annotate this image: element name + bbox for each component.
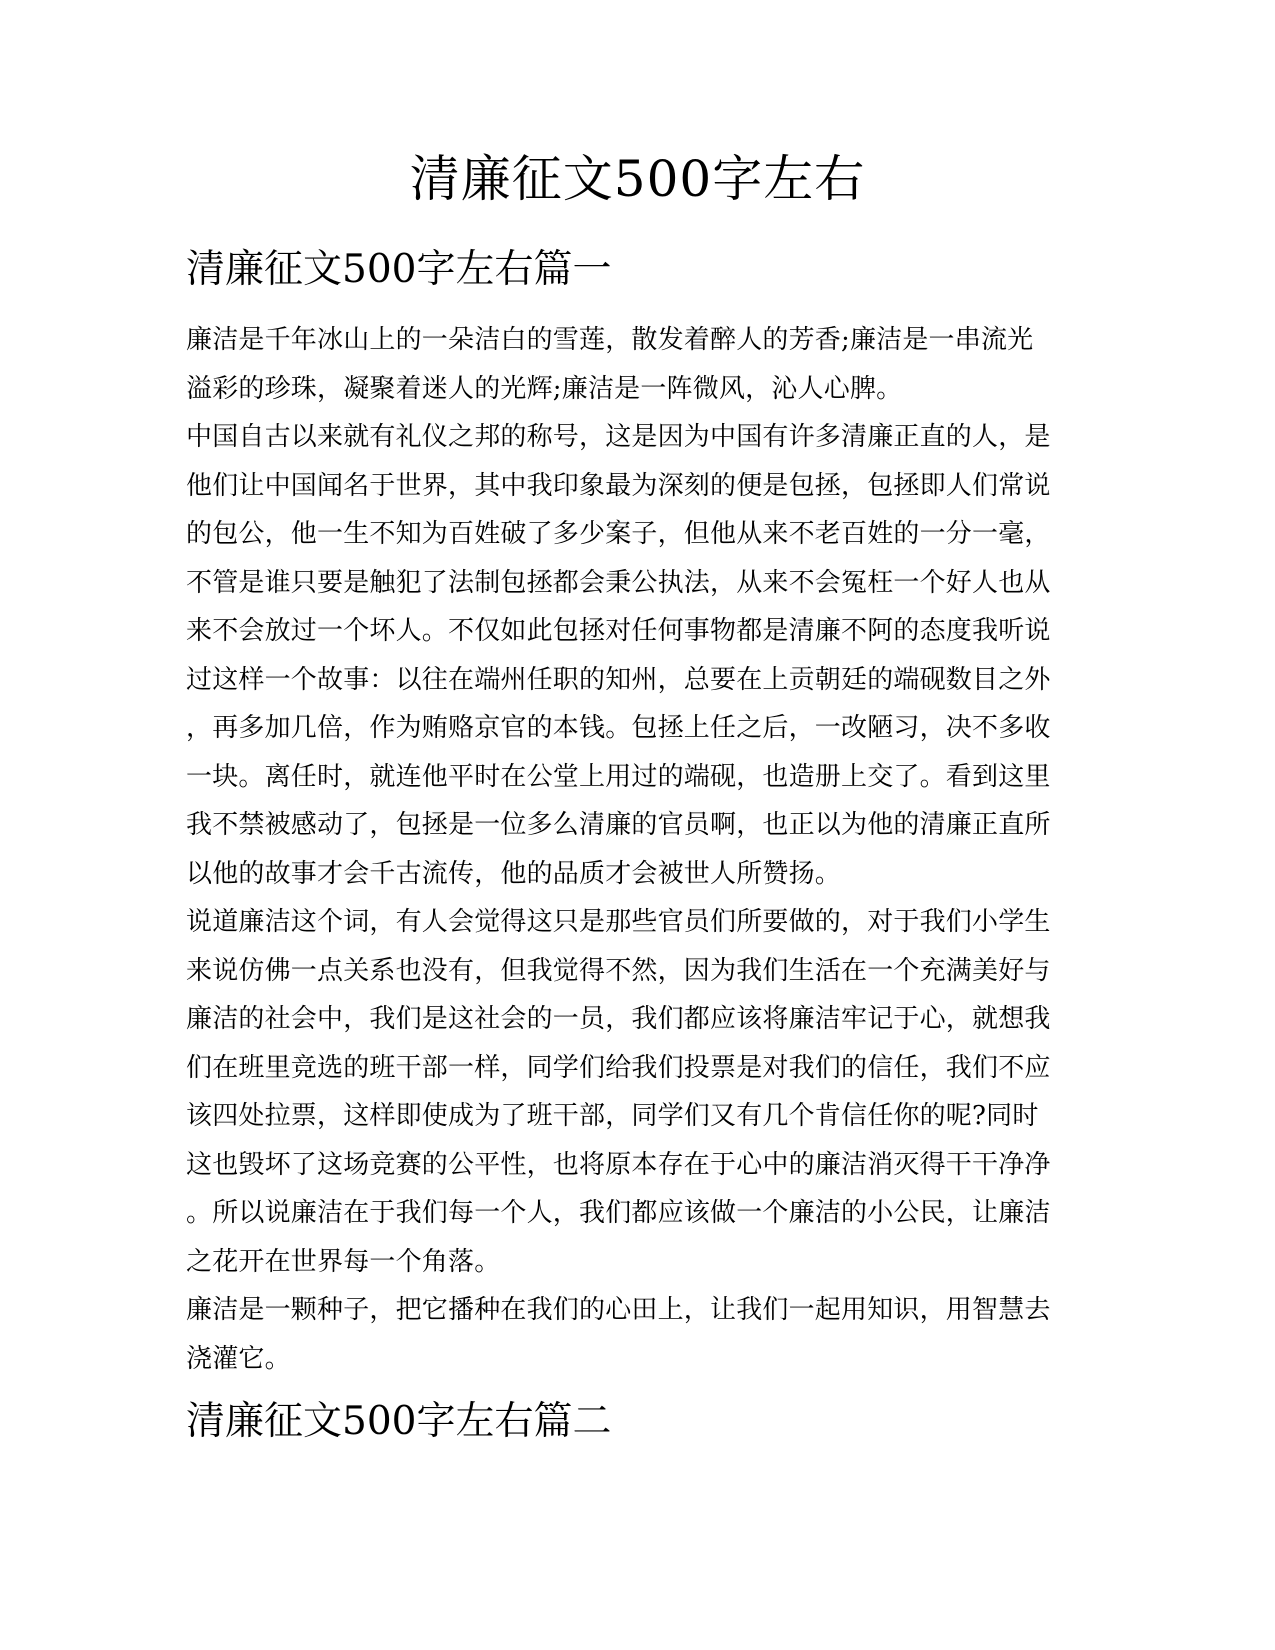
body-line: 一块。离任时，就连他平时在公堂上用过的端砚，也造册上交了。看到这里 (186, 761, 1051, 792)
body-line: 该四处拉票，这样即使成为了班干部，同学们又有几个肯信任你的呢?同时 (186, 1101, 1039, 1131)
document-title: 清廉征文500字左右 (409, 150, 866, 208)
body-line: 这也毁坏了这场竞赛的公平性，也将原本存在于心中的廉洁消灭得干干净净 (186, 1149, 1051, 1180)
body-line: ，再多加几倍，作为贿赂京官的本钱。包拯上任之后，一改陋习，决不多收 (186, 713, 1051, 743)
body-line: 我不禁被感动了，包拯是一位多么清廉的官员啊，也正以为他的清廉正直所 (186, 810, 1051, 840)
body-line: 浇灌它。 (186, 1343, 291, 1374)
body-line: 廉洁是一颗种子，把它播种在我们的心田上，让我们一起用知识，用智慧去 (186, 1295, 1051, 1325)
body-line: 之花开在世界每一个角落。 (186, 1246, 501, 1277)
body-line: 过这样一个故事：以往在端州任职的知州，总要在上贡朝廷的端砚数目之外 (186, 664, 1051, 695)
body-line: 溢彩的珍珠，凝聚着迷人的光辉;廉洁是一阵微风，沁人心脾。 (186, 373, 903, 404)
section-heading-2: 清廉征文500字左右篇二 (186, 1399, 612, 1444)
body-line: 廉洁的社会中，我们是这社会的一员，我们都应该将廉洁牢记于心，就想我 (186, 1004, 1051, 1034)
body-line: 以他的故事才会千古流传，他的品质才会被世人所赞扬。 (186, 858, 842, 889)
body-line: 。所以说廉洁在于我们每一个人，我们都应该做一个廉洁的小公民，让廉洁 (186, 1198, 1051, 1228)
section-heading-1: 清廉征文500字左右篇一 (186, 247, 612, 292)
body-line: 他们让中国闻名于世界，其中我印象最为深刻的便是包拯，包拯即人们常说 (186, 470, 1051, 501)
section-1-body (186, 316, 1086, 1383)
body-line: 廉洁是千年冰山上的一朵洁白的雪莲，散发着醉人的芳香;廉洁是一串流光 (186, 325, 1034, 355)
body-line: 不管是谁只要是触犯了法制包拯都会秉公执法，从来不会冤枉一个好人也从 (186, 567, 1051, 598)
body-line: 说道廉洁这个词，有人会觉得这只是那些官员们所要做的，对于我们小学生 (186, 907, 1051, 937)
body-line: 来说仿佛一点关系也没有，但我觉得不然，因为我们生活在一个充满美好与 (186, 955, 1051, 986)
body-line: 来不会放过一个坏人。不仅如此包拯对任何事物都是清廉不阿的态度我听说 (186, 616, 1051, 646)
body-line: 们在班里竞选的班干部一样，同学们给我们投票是对我们的信任，我们不应 (186, 1052, 1051, 1083)
body-line: 中国自古以来就有礼仪之邦的称号，这是因为中国有许多清廉正直的人，是 (186, 422, 1051, 452)
body-line: 的包公，他一生不知为百姓破了多少案子，但他从来不老百姓的一分一毫， (186, 519, 1051, 549)
